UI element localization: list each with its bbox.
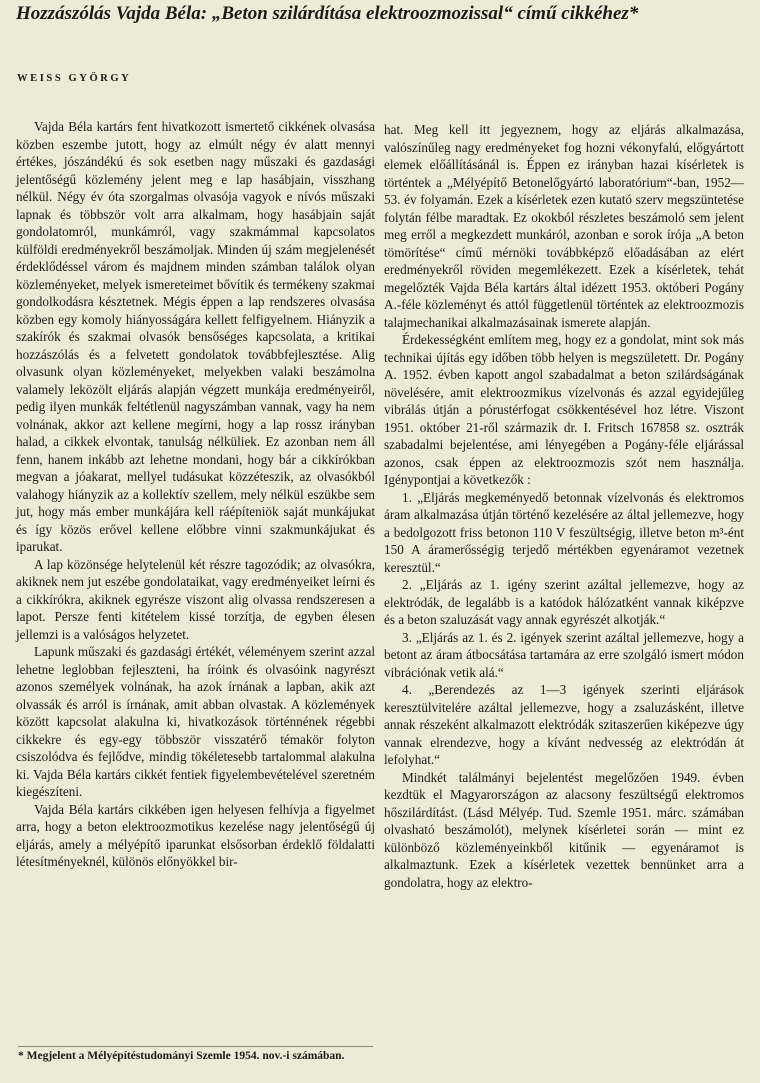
paragraph: Vajda Béla kartárs fent hivatkozott ismertető cikkének olvasása közben eszembe jutott, hogy az elmúlt négy év alatt mennyi értékes, jószándékú és sok esetben nagy műszaki és gazdasági jelentőségű közlemény jelent meg e lap hasábjain, visszhang nélkül. Négy év óta szorgalmas olvasója vagyok e nívós műszaki lapnak és többször volt arra alkalmam, hogy hasábjain saját gondolatomról, munkámról, vagy szakmámmal kapcsolatos külföldi eredményekről beszámoljak. Minden új szám megjelenését érdeklődéssel várom és majdnem minden számban találok olyan közleményeket, melyek ismereteimet bővítik és termékeny szakmai gondolkodásra késztetnek. Mégis éppen a lap rendszeres olvasása közben egy komoly hiányosságára kellett felfigyelnem. Hiányzik a szakírók és szakmai olvasók bensőséges kapcsolata, a kritikai hozzászólás és a felvetett gondolatok továbbfejlesztése. Alig olvasunk olyan közleményeket, melyekben valaki beszámolna valamely leközölt eljárás alapján végzett munkája eredményeiről, pedig ilyen munkák feltétlenül nagyszámban vannak, vagy ha nem volnának, akkor azt kellene megírni, hogy a lap rossz irányban halad, a cikkek elvontak, tanulság nélküliek. Ez azonban nem áll fenn, hanem inkább azt lehetne mondani, hogy bár a cikkírókban megvan a jóakarat, mellyel tudásukat közzéteszik, az olvasókból valahogy hiányzik az a kollektív szellem, mely nélkül eszükbe sem jut, hogy más ember munkájára kell ráépíteniök saját munkájukat és így közös erővel kellene előbbre vinni szakmunkájukat és iparukat. — [16, 119, 375, 554]
patent-claim-3: 3. „Eljárás az 1. és 2. igények szerint azáltal jellemezve, hogy a betont az áram átbocsátása tartamára az erre szolgáló ismert módon vibrációnak vetik alá.“ — [384, 629, 744, 680]
article-author: WEISS GYÖRGY — [17, 73, 132, 84]
right-column — [384, 121, 744, 891]
paragraph: Érdekességként említem meg, hogy ez a gondolat, mint sok más technikai újítás egy időben több helyen is megszületett. Dr. Pogány A. 1952. évben kapott angol szabadalmat a beton szilárdságának növelésére, amit elektroozmikus vízelvonás és azzal egyidejűleg vibrálás útján a pórustérfogat csökkentésével hoz létre. Viszont 1951. október 21-ről származik dr. I. Fritsch 167858 sz. osztrák szabadalmi bejelentése, ami lényegében a Pogány-féle eljárással azonos, csak éppen az elektroozmozis szót nem használja. Igénypontjai a következők : — [384, 332, 744, 487]
paragraph: hat. Meg kell itt jegyeznem, hogy az eljárás alkalmazása, valószínűleg nagy eredményeket fog hozni vékonyfalú, előgyártott elemek előállításánál is. Éppen ez irányban hazai kísérletek is történtek a „Mélyépítő Betonelőgyártó laboratórium“-ban, 1952—53. év folyamán. Ezek a kísérletek ezen kutató szerv megszüntetése folytán félbe maradtak. Ez okokból részletes beszámoló sem jelent meg erről a megkezdett munkáról, azonban e sorok írója „A beton tömörítése“ című mérnöki továbbképző előadásában az elért eredményekről röviden megemlékezett. Ezek a kísérletek, tehát megelőzték Vajda Béla kartárs által idézett 1953. októberi Pogány A.-féle közleményt és attól függetlenül történtek az elektroozmozis talajmechanikai alkalmazásainak ismerete alapján. — [384, 122, 744, 330]
footnote: * Megjelent a Mélyépítéstudományi Szemle 1954. nov.-i számában. — [18, 1046, 373, 1064]
left-column — [16, 118, 375, 871]
paragraph: Mindkét találmányi bejelentést megelőzően 1949. évben kezdtük el Magyarországon az alacsony feszültségű elektromos hőszilárdítást. (Lásd Mélyép. Tud. Szemle 1951. márc. számában olvasható beszámolót), melynek kísérletei során — mint ez különböző közleményeinkből kitűnik — egyenáramot is alkalmaztunk. Ezek a kísérletek vezettek bennünket arra a gondolatra, hogy az elektro- — [384, 769, 744, 890]
paragraph: Lapunk műszaki és gazdasági értékét, véleményem szerint azzal lehetne leglobban fejleszteni, ha íróink és olvasóink nagyrészt azonos személyek volnának, ha azok írnának a lapban, akik azt olvassák és arról is írnának, amit abban olvastak. A közlemények között kapcsolat alakulna ki, hivatkozások történnének régebbi cikkekre és egy-egy többször visszatérő témakör folyton csiszolódva és fejlődve, mindig tökéletesebb tartalommal alakulna ki. Vajda Béla kartárs cikkét fentiek figyelembevételével szeretném kiegészíteni. — [16, 644, 375, 799]
patent-claim-4: 4. „Berendezés az 1—3 igények szerinti eljárások keresztülvitelére azáltal jellemezve, hogy a zsaluzásként, illetve annak részeként alkalmazott elektródák szitaszerűen kiképezve úgy vannak elrendezve, hogy a kívánt nedvesség az elektródán át lefolyhat.“ — [384, 682, 744, 767]
paragraph: Vajda Béla kartárs cikkében igen helyesen felhívja a figyelmet arra, hogy a beton elektroozmotikus kezelése nagy jelentőségű új eljárás, amely a mélyépítő iparunkat elsősorban érdeklő földalatti létesítményeknél, különös előnyökkel bir- — [16, 801, 375, 869]
article-title: Hozzászólás Vajda Béla: „Beton szilárdítása elektroozmozissal“ című cikkéhez* — [16, 3, 639, 24]
patent-claim-2: 2. „Eljárás az 1. igény szerint azáltal jellemezve, hogy az elektródák, de legalább is a katódok hálózatként vannak kiképzve és a beton szaluzását vagy annak egyrészét alkotják.“ — [384, 577, 744, 627]
paragraph: A lap közönsége helytelenül két részre tagozódik; az olvasókra, akiknek nem jut eszébe gondolataikat, vagy eredményeiket leírni és a cikkírókra, akiknek egyrésze viszont alig olvassa rendszeresen a lapot. Persze fenti kitételem kissé torzítja, de egyben élesen jellemzi is a valóságos helyzetet. — [16, 556, 375, 642]
patent-claim-1: 1. „Eljárás megkeményedő betonnak vízelvonás és elektromos áram alkalmazása útján történő kezelésére az által jellemezve, hogy a bedolgozott friss betonon 110 V feszültségig, illetve beton m³-ént 150 A áramerősségig terjedő mértékben egyenáramot vezetnek keresztül.“ — [384, 489, 744, 575]
